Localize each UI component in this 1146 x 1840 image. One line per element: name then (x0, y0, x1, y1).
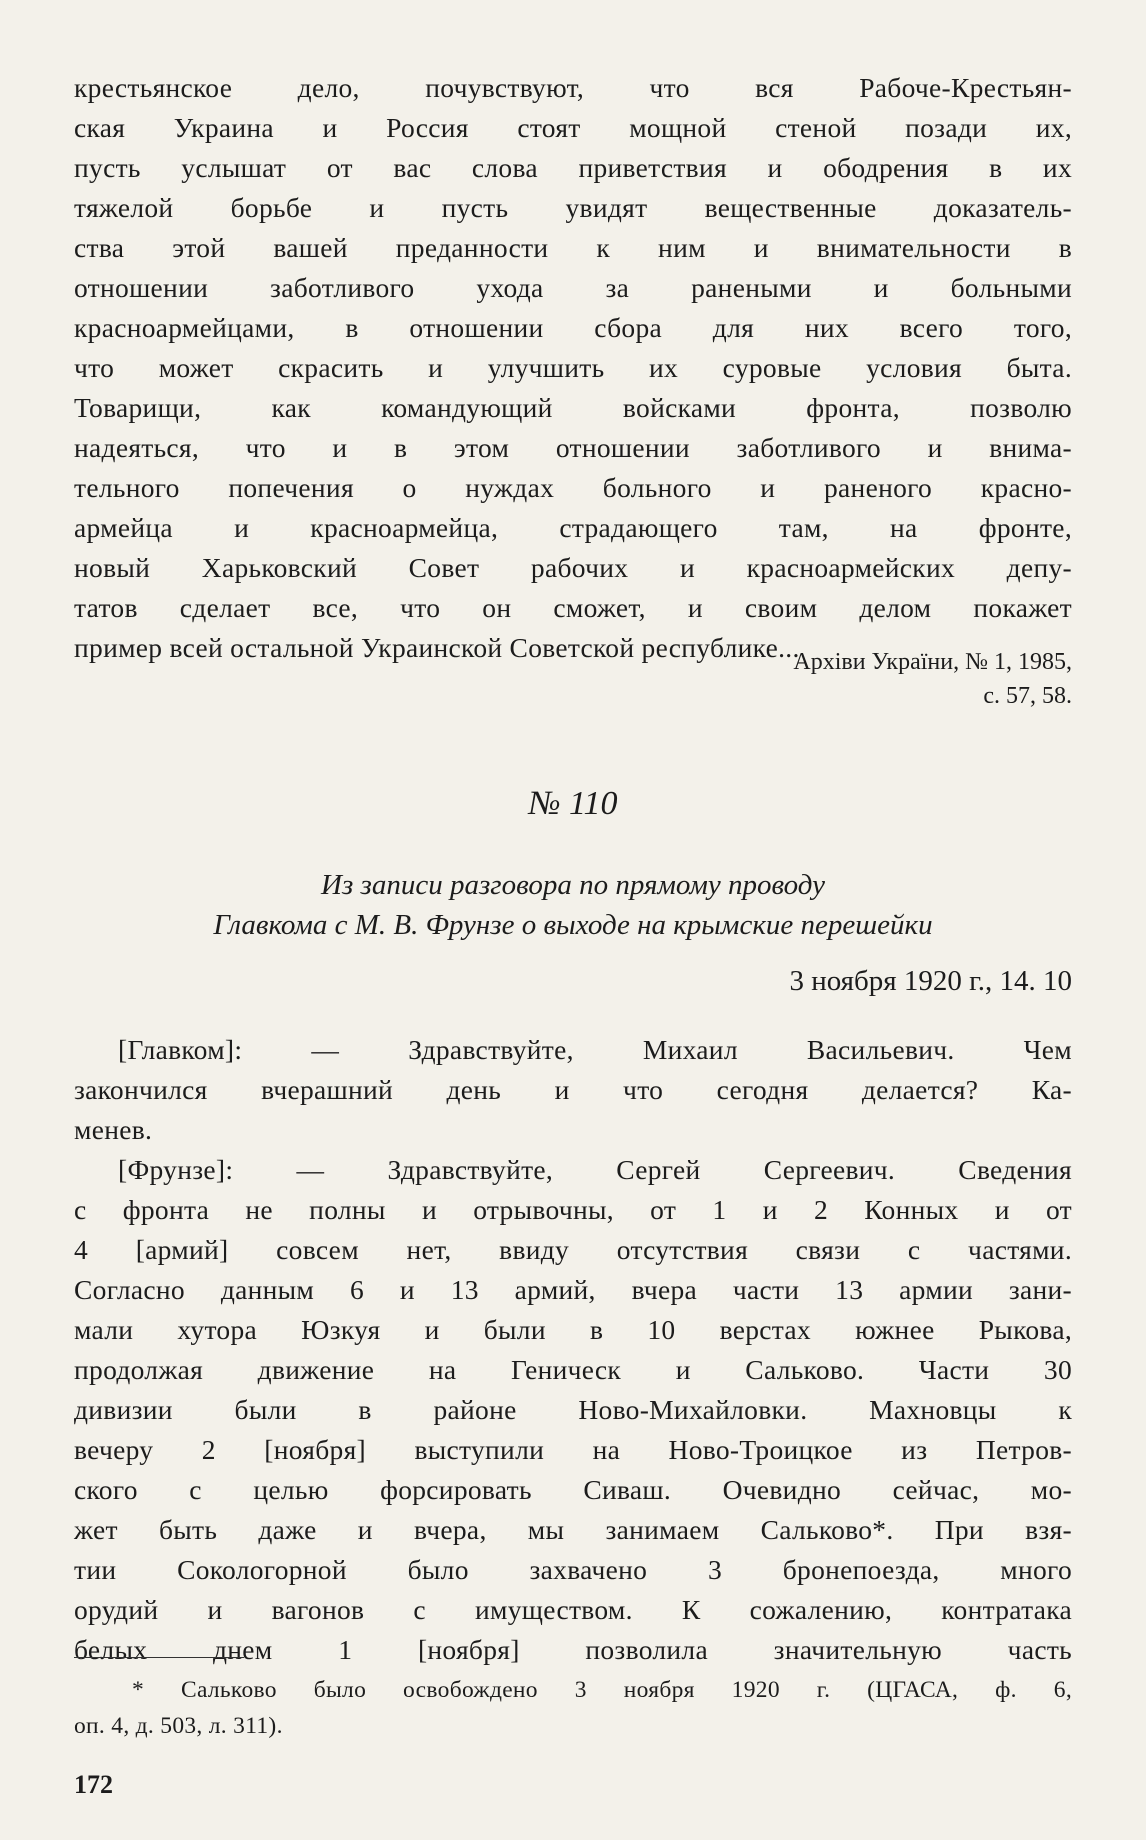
text-line: тии Сокологорной было захвачено 3 бронепоезда, много (74, 1554, 1072, 1585)
text-line: мали хутора Юзкуя и были в 10 верстах южнее Рыкова, (74, 1314, 1072, 1345)
text-line: белых днем 1 [ноября] позволила значительную часть (74, 1634, 1072, 1665)
text-line: армейца и красноармейца, страдающего там, на фронте, (74, 512, 1072, 543)
text-line: Согласно данным 6 и 13 армий, вчера части 13 армии зани- (74, 1274, 1072, 1305)
text-line: отношении заботливого ухода за ранеными и больными (74, 272, 1072, 303)
text-line: дивизии были в районе Ново-Михайловки. Махновцы к (74, 1394, 1072, 1425)
text-line: пусть услышат от вас слова приветствия и ободрения в их (74, 152, 1072, 183)
text-line: новый Харьковский Совет рабочих и красноармейских депу- (74, 552, 1072, 583)
text-line: 4 [армий] совсем нет, ввиду отсутствия связи с частями. (74, 1234, 1072, 1265)
source-line: с. 57, 58. (983, 683, 1072, 709)
text-line: [Главком]: — Здравствуйте, Михаил Васильевич. Чем (118, 1034, 1072, 1065)
footnote-line: оп. 4, д. 503, л. 311). (74, 1713, 283, 1739)
text-line: закончился вчерашний день и что сегодня делается? Ка- (74, 1074, 1072, 1105)
text-line: тельного попечения о нуждах больного и раненого красно- (74, 472, 1072, 503)
footnote-line: * Сальково было освобождено 3 ноября 1920 г. (ЦГАСА, ф. 6, (132, 1677, 1072, 1703)
footnote (74, 1672, 1072, 1744)
text-line: [Фрунзе]: — Здравствуйте, Сергей Сергеевич. Сведения (118, 1154, 1072, 1185)
text-line: татов сделает все, что он сможет, и своим делом покажет (74, 592, 1072, 623)
text-line: ская Украина и Россия стоят мощной стеной позади их, (74, 112, 1072, 143)
text-line: крестьянское дело, почувствуют, что вся Рабоче-Крестьян- (74, 72, 1072, 103)
title-line: Главкома с М. В. Фрунзе о выходе на крымские перешейки (213, 909, 933, 941)
text-line: жет быть даже и вчера, мы занимаем Сальково*. При взя- (74, 1514, 1072, 1545)
source-citation (632, 645, 1072, 713)
text-line: красноармейцами, в отношении сбора для них всего того, (74, 312, 1072, 343)
source-line: Архіви України, № 1, 1985, (793, 649, 1072, 675)
text-line: ства этой вашей преданности к ним и внимательности в (74, 232, 1072, 263)
text-line: тяжелой борьбе и пусть увидят вещественные доказатель- (74, 192, 1072, 223)
title-line: Из записи разговора по прямому проводу (321, 869, 825, 901)
footnote-divider (74, 1657, 244, 1658)
text-line: вечеру 2 [ноября] выступили на Ново-Троицкое из Петров- (74, 1434, 1072, 1465)
document-title (0, 865, 1146, 945)
text-line: ского с целью форсировать Сиваш. Очевидно сейчас, мо- (74, 1474, 1072, 1505)
text-line: пример всей остальной Украинской Советской республике... (74, 632, 800, 663)
text-line: орудий и вагонов с имуществом. К сожалению, контратака (74, 1594, 1072, 1625)
text-line: менев. (74, 1114, 153, 1145)
text-line: что может скрасить и улучшить их суровые условия быта. (74, 352, 1072, 383)
text-line: надеяться, что и в этом отношении заботливого и внима- (74, 432, 1072, 463)
document-number: № 110 (528, 785, 618, 822)
text-line: продолжая движение на Геническ и Сальково. Части 30 (74, 1354, 1072, 1385)
page-number: 172 (74, 1770, 113, 1799)
text-line: с фронта не полны и отрывочны, от 1 и 2 Конных и от (74, 1194, 1072, 1225)
text-line: Товарищи, как командующий войсками фронта, позволю (74, 392, 1072, 423)
document-body (74, 1030, 1072, 1670)
intro-paragraph (74, 68, 1072, 668)
document-date: 3 ноября 1920 г., 14. 10 (789, 965, 1072, 997)
